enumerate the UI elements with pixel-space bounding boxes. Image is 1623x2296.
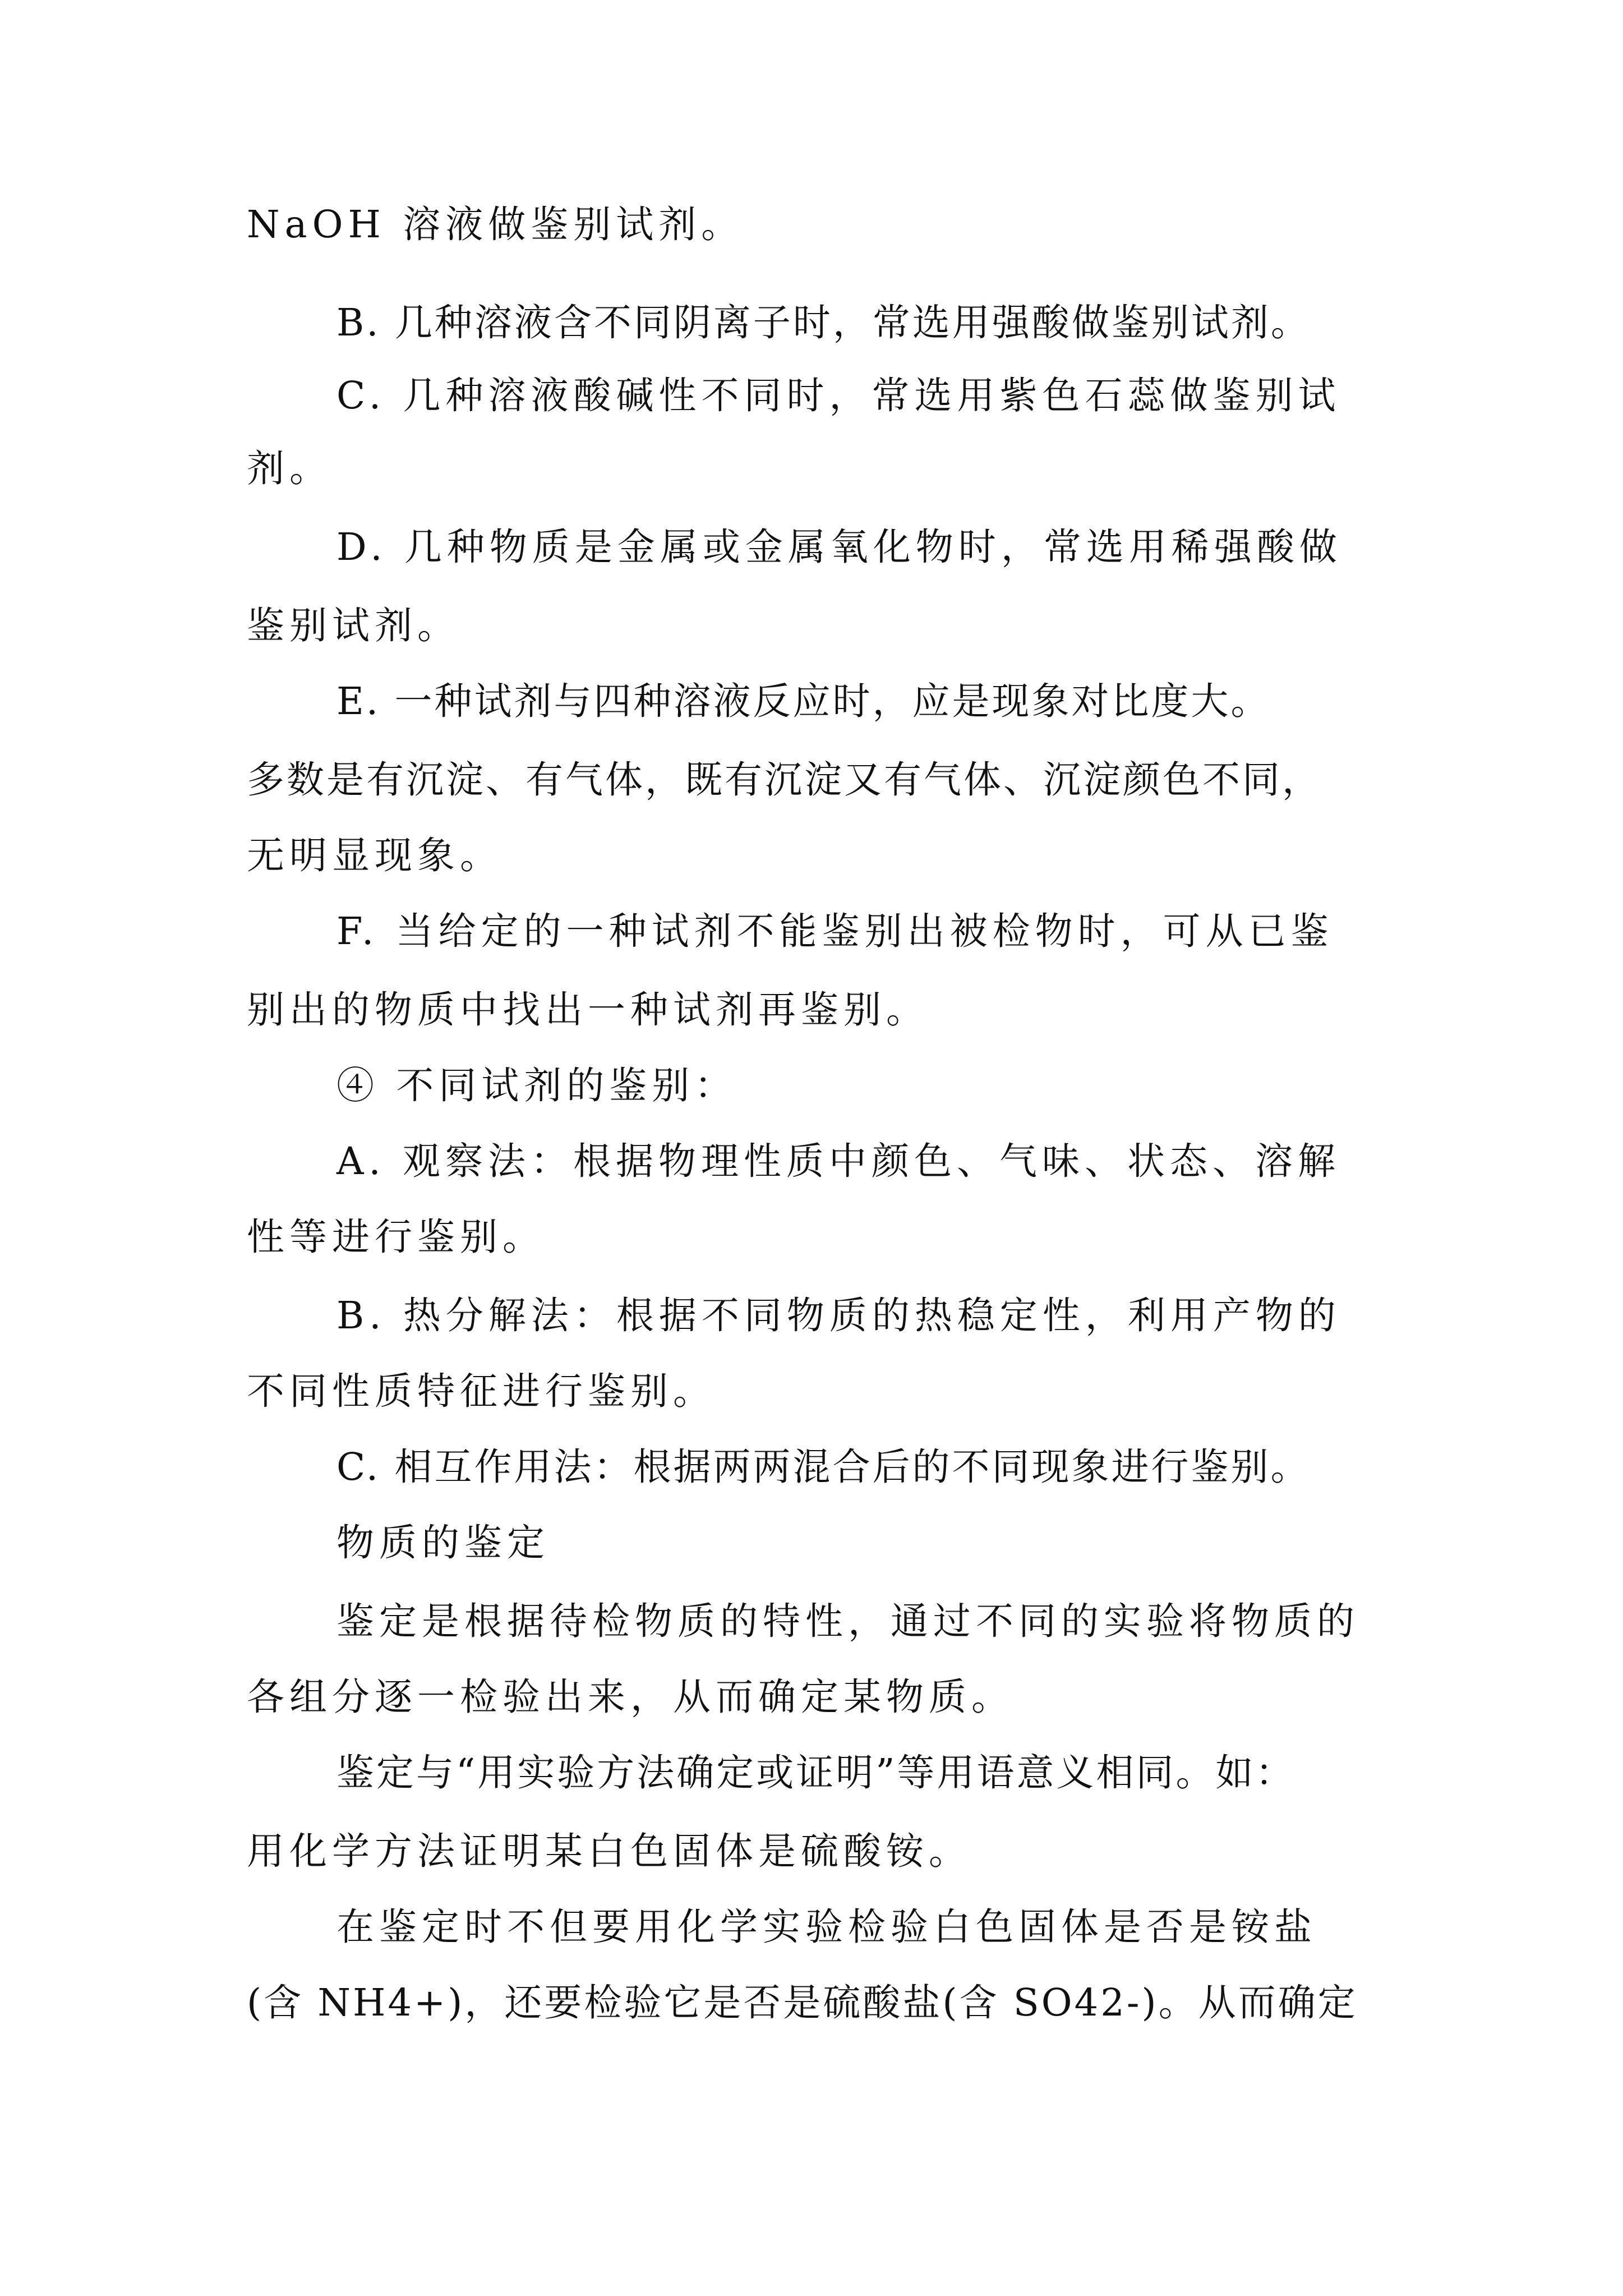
text-line: D. 几种物质是金属或金属氧化物时，常选用稀强酸做 [336,525,1342,569]
text-line: C. 相互作用法：根据两两混合后的不同现象进行鉴别。 [336,1445,1311,1489]
section-heading: 物质的鉴定 [336,1521,550,1565]
text-line: 鉴别试剂。 [247,604,460,647]
text-line: 别出的物质中找出一种试剂再鉴别。 [247,988,929,1032]
text-line: 在鉴定时不但要用化学实验检验白色固体是否是铵盐 [336,1905,1317,1949]
text-line: 无明显现象。 [247,834,502,877]
section-heading: ④ 不同试剂的鉴别： [336,1064,737,1107]
text-line: 用化学方法证明某白色固体是硫酸铵。 [247,1829,971,1873]
text-line: 鉴定与“用实验方法确定或证明”等用语意义相同。如： [336,1751,1295,1795]
text-line: C. 几种溶液酸碱性不同时，常选用紫色石蕊做鉴别试 [336,374,1341,417]
text-line: 多数是有沉淀、有气体，既有沉淀又有气体、沉淀颜色不同， [247,758,1322,802]
text-line: A. 观察法：根据物理性质中颜色、气味、状态、溶解 [336,1139,1340,1183]
text-line: 不同性质特征进行鉴别。 [247,1369,716,1413]
text-line: NaOH 溶液做鉴别试剂。 [247,203,744,246]
text-line: B. 几种溶液含不同阴离子时，常选用强酸做鉴别试剂。 [336,301,1311,344]
text-line: E. 一种试剂与四种溶液反应时，应是现象对比度大。 [336,679,1271,723]
text-line: 剂。 [247,447,332,490]
text-line: (含 NH4+)，还要检验它是否是硫酸盐(含 SO42-)。从而确定 [247,1981,1358,2024]
text-line: 各组分逐一检验出来，从而确定某物质。 [247,1675,1014,1719]
text-line: 鉴定是根据待检物质的特性，通过不同的实验将物质的 [336,1599,1359,1643]
text-line: 性等进行鉴别。 [247,1215,545,1259]
text-line: B. 热分解法：根据不同物质的热稳定性，利用产物的 [336,1294,1341,1337]
text-line: F. 当给定的一种试剂不能鉴别出被检物时，可从已鉴 [336,909,1334,953]
